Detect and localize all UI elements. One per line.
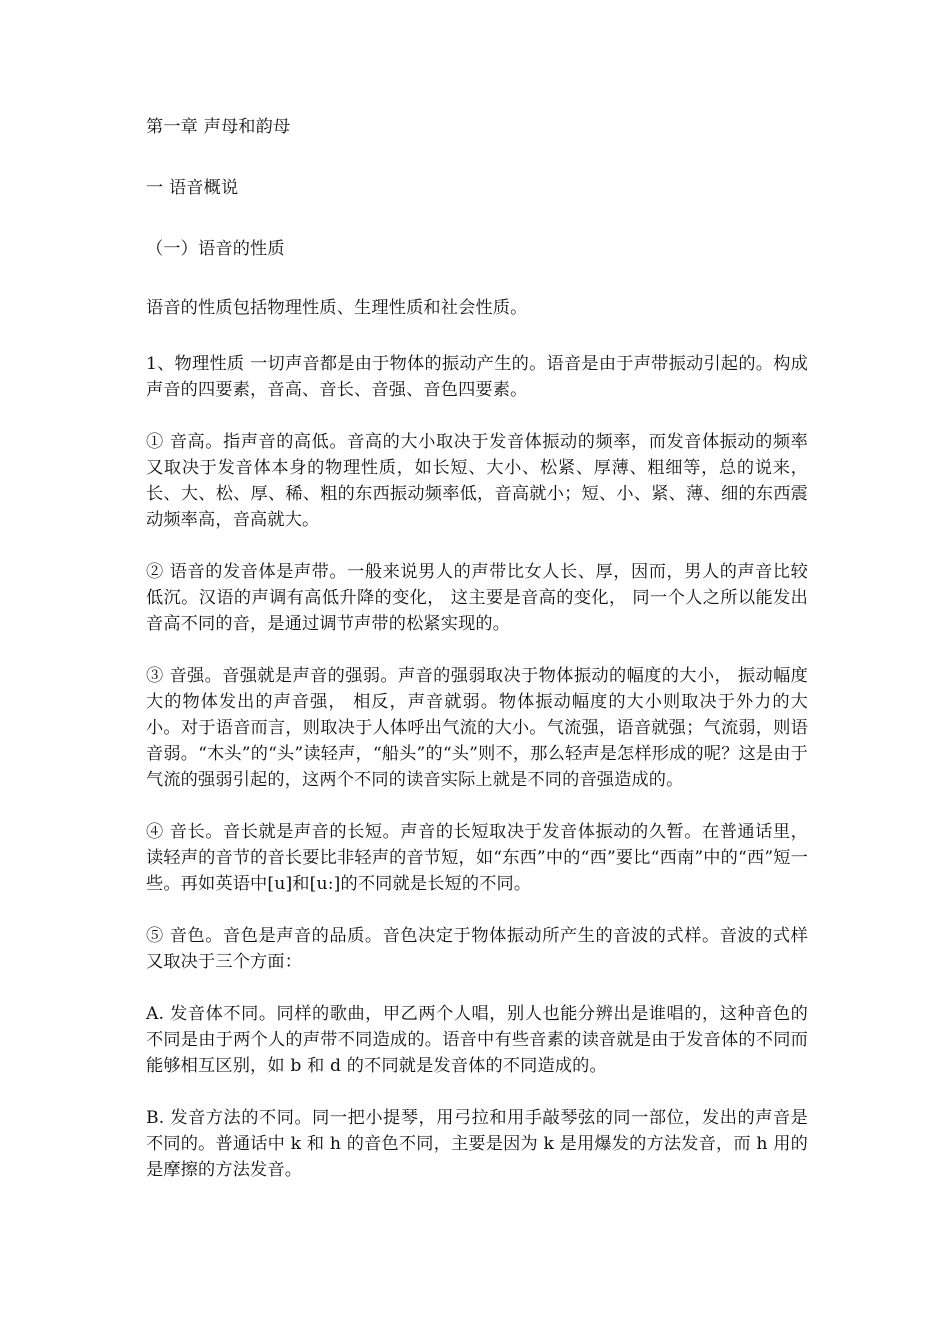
pitch-paragraph: ① 音高。指声音的高低。音高的大小取决于发音体振动的频率，而发音体振动的频率又取决于发音体本身的物理性质，如长短、大小、松紧、厚薄、粗细等，总的说来，长、大、松、厚、稀、粗的东西振动频率低，音高就小；短、小、紧、薄、细的东西震动频率高，音高就大。 (146, 432, 808, 530)
duration-paragraph: ④ 音长。音长就是声音的长短。声音的长短取决于发音体振动的久暂。在普通话里，读轻声的音节的音长要比非轻声的音节短，如“东西”中的“西”要比“西南”中的“西”短一些。再如英语中[u]和[u:]的不同就是长短的不同。 (146, 822, 808, 894)
timbre-paragraph: ⑤ 音色。音色是声音的品质。音色决定于物体振动所产生的音波的式样。音波的式样又取决于三个方面： (146, 926, 808, 972)
physical-property-paragraph: 1、物理性质 一切声音都是由于物体的振动产生的。语音是由于声带振动引起的。构成声音的四要素，音高、音长、音强、音色四要素。 (146, 354, 808, 400)
timbre-source-paragraph: A. 发音体不同。同样的歌曲，甲乙两个人唱，别人也能分辨出是谁唱的，这种音色的不同是由于两个人的声带不同造成的。语音中有些音素的读音就是由于发音体的不同而能够相互区别，如 b 和 d 的不同就是发音体的不同造成的。 (146, 1004, 808, 1076)
vocal-cords-paragraph: ② 语音的发音体是声带。一般来说男人的声带比女人长、厚，因而，男人的声音比较低沉。汉语的声调有高低升降的变化， 这主要是音高的变化， 同一个人之所以能发出音高不同的音，是通过调节声带的松紧实现的。 (146, 562, 808, 634)
intensity-paragraph: ③ 音强。音强就是声音的强弱。声音的强弱取决于物体振动的幅度的大小， 振动幅度大的物体发出的声音强， 相反，声音就弱。物体振动幅度的大小则取决于外力的大小。对于语音而言，则取决于人体呼出气流的大小。气流强，语音就强；气流弱，则语音弱。“木头”的“头”读轻声，“船头”的“头”则不，那么轻声是怎样形成的呢？这是由于气流的强弱引起的，这两个不同的读音实际上就是不同的音强造成的。 (146, 666, 808, 790)
subsection-title: （一）语音的性质 (146, 239, 285, 259)
section-title: 一 语音概说 (146, 178, 239, 198)
intro-paragraph: 语音的性质包括物理性质、生理性质和社会性质。 (146, 298, 528, 318)
document-body (146, 114, 808, 1209)
chapter-title: 第一章 声母和韵母 (146, 117, 291, 137)
articulation-method-paragraph: B. 发音方法的不同。同一把小提琴，用弓拉和用手敲琴弦的同一部位，发出的声音是不同的。普通话中 k 和 h 的音色不同，主要是因为 k 是用爆发的方法发音，而 h 用的是摩擦的方法发音。 (146, 1108, 808, 1180)
